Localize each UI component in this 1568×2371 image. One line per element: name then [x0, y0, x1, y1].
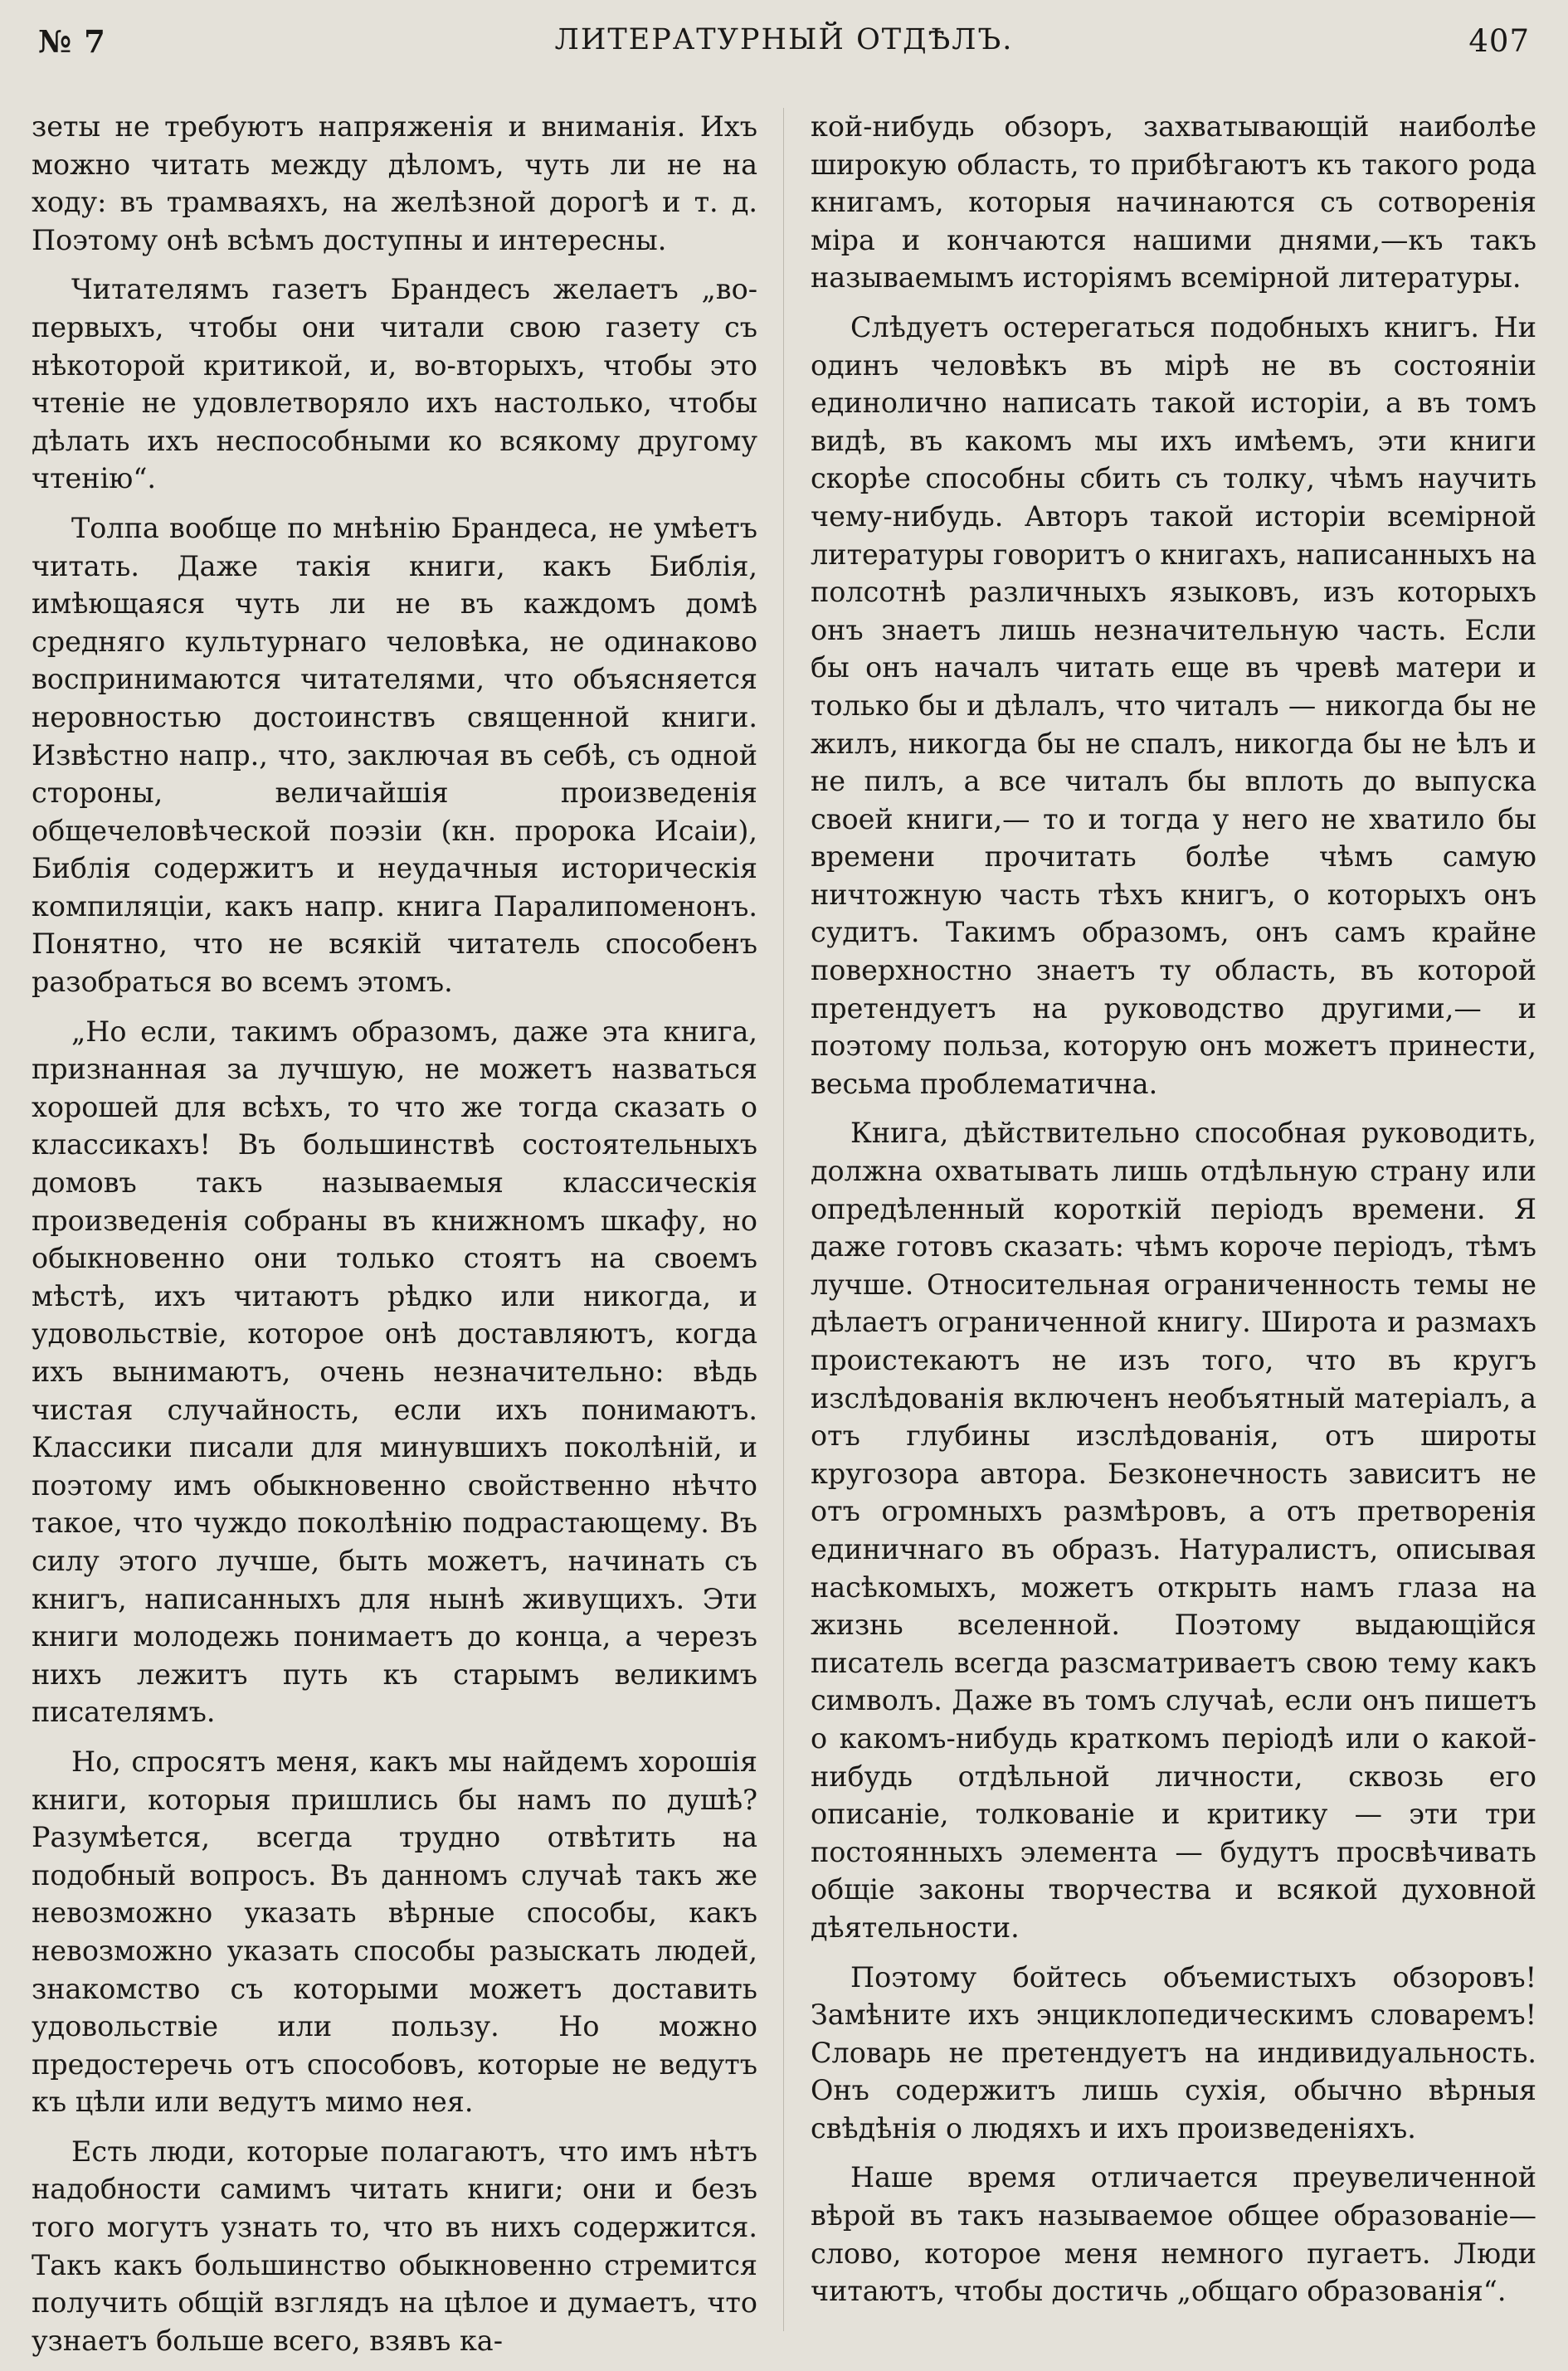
page-number: 407: [1468, 23, 1530, 59]
paragraph: Читателямъ газетъ Брандесъ желаетъ „во-первыхъ, чтобы они читали свою газету съ нѣкоторой критикой, и, во-вторыхъ, чтобы это чтеніе не удовлетворяло ихъ настолько, чтобы дѣлать ихъ неспособными ко всякому другому чтенію“.: [32, 273, 757, 495]
paragraph: Толпа вообще по мнѣнію Брандеса, не умѣетъ читать. Даже такія книги, какъ Библія, имѣющаяся чуть ли не въ каждомъ домѣ средняго культурнаго человѣка, не одинаково воспринимаются читателями, что объясняется неровностью достоинствъ священной книги. Извѣстно напр., что, заключая въ себѣ, съ одной стороны, величайшія произведенія общечеловѣческой поэзіи (кн. пророка Исаіи), Библія содержитъ и неудачныя историческія компиляціи, какъ напр. книга Паралипоменонъ. Понятно, что не всякій читатель способенъ разобраться во всемъ этомъ.: [32, 511, 757, 999]
paragraph: Слѣдуетъ остерегаться подобныхъ книгъ. Ни одинъ человѣкъ въ мірѣ не въ состояніи единолично написать такой исторіи, а въ томъ видѣ, въ какомъ мы ихъ имѣемъ, эти книги скорѣе способны сбить съ толку, чѣмъ научить чему-нибудь. Авторъ такой исторіи всемірной литературы говоритъ о книгахъ, написанныхъ на полсотнѣ различныхъ языковъ, изъ которыхъ онъ знаетъ лишь незначительную часть. Если бы онъ началъ читать еще въ чревѣ матери и только бы и дѣлалъ, что читалъ — никогда бы не жилъ, никогда бы не спалъ, никогда бы не ѣлъ и не пилъ, а все читалъ бы вплоть до выпуска своей книги,— то и тогда у него не хватило бы времени прочитать болѣе чѣмъ самую ничтожную часть тѣхъ книгъ, о которыхъ онъ судитъ. Такимъ образомъ, онъ самъ крайне поверхностно знаетъ ту область, въ которой претендуетъ на руководство другими,— и поэтому польза, которую онъ можетъ принести, весьма проблематична.: [811, 310, 1536, 1100]
text-columns: [32, 108, 1536, 2371]
paragraph: „Но если, такимъ образомъ, даже эта книга, признанная за лучшую, не можетъ назваться хорошей для всѣхъ, то что же тогда сказать о классикахъ! Въ большинствѣ состоятельныхъ домовъ такъ называемыя классическія произведенія собраны въ книжномъ шкафу, но обыкновенно они только стоятъ на своемъ мѣстѣ, ихъ читаютъ рѣдко или никогда, и удовольствіе, которое онѣ доставляютъ, когда ихъ вынимаютъ, очень незначительно: вѣдь чистая случайность, если ихъ понимаютъ. Классики писали для минувшихъ поколѣній, и поэтому имъ обыкновенно свойственно нѣчто такое, что чуждо поколѣнію подрастающему. Въ силу этого лучше, быть можетъ, начинать съ книгъ, написанныхъ для нынѣ живущихъ. Эти книги молодежь понимаетъ до конца, а черезъ нихъ лежитъ путь къ старымъ великимъ писателямъ.: [32, 1015, 757, 1729]
section-title: ЛИТЕРАТУРНЫЙ ОТДѢЛЪ.: [554, 23, 1014, 56]
issue-number: № 7: [38, 23, 106, 60]
paragraph: зеты не требуютъ напряженія и вниманія. Ихъ можно читать между дѣломъ, чуть ли не на ходу: въ трамваяхъ, на желѣзной дорогѣ и т. д. Поэтому онѣ всѣмъ доступны и интересны.: [32, 110, 757, 256]
paragraph: кой-нибудь обзоръ, захватывающій наиболѣе широкую область, то прибѣгаютъ къ такого рода книгамъ, которыя начинаются съ сотворенія міра и кончаются нашими днями,—къ такъ называемымъ исторіямъ всемірной литературы.: [811, 110, 1536, 295]
paragraph: Есть люди, которые полагаютъ, что имъ нѣтъ надобности самимъ читать книги; они и безъ того могутъ узнать то, что въ нихъ содержится. Такъ какъ большинство обыкновенно стремится получить общій взглядъ на цѣлое и думаетъ, что узнаетъ больше всего, взявъ ка-: [32, 2135, 757, 2357]
paragraph: Поэтому бойтесь объемистыхъ обзоровъ! Замѣните ихъ энциклопедическимъ словаремъ! Словарь не претендуетъ на индивидуальность. Онъ содержитъ лишь сухія, обычно вѣрныя свѣдѣнія о людяхъ и ихъ произведеніяхъ.: [811, 1960, 1536, 2145]
paragraph: Книга, дѣйствительно способная руководить, должна охватывать лишь отдѣльную страну или опредѣленный короткій періодъ времени. Я даже готовъ сказать: чѣмъ короче періодъ, тѣмъ лучше. Относительная ограниченность темы не дѣлаетъ ограниченной книгу. Широта и размахъ проистекаютъ не изъ того, что въ кругъ изслѣдованія включенъ необъятный матеріалъ, а отъ глубины изслѣдованія, отъ широты кругозора автора. Безконечность зависитъ не отъ огромныхъ размѣровъ, а отъ претворенія единичнаго въ образъ. Натуралистъ, описывая насѣкомыхъ, можетъ открыть намъ глаза на жизнь вселенной. Поэтому выдающійся писатель всегда разсматриваетъ свою тему какъ символъ. Даже въ томъ случаѣ, если онъ пишетъ о какомъ-нибудь краткомъ періодѣ или о какой-нибудь отдѣльной личности, сквозь его описаніе, толкованіе и критику — эти три постоянныхъ элемента — будутъ просвѣчивать общіе законы творчества и всякой духовной дѣятельности.: [811, 1117, 1536, 1944]
paragraph: Но, спросятъ меня, какъ мы найдемъ хорошія книги, которыя пришлись бы намъ по душѣ? Разумѣется, всегда трудно отвѣтить на подобный вопросъ. Въ данномъ случаѣ такъ же невозможно указать вѣрные способы, какъ невозможно указать способы разыскать людей, знакомство съ которыми можетъ доставить удовольствіе или пользу. Но можно предостеречь отъ способовъ, которые не ведутъ къ цѣли или ведутъ мимо нея.: [32, 1745, 757, 2119]
paragraph: Наше время отличается преувеличенной вѣрой въ такъ называемое общее образованіе— слово, которое меня немного пугаетъ. Люди читаютъ, чтобы достичь „общаго образованія“.: [811, 2161, 1536, 2308]
right-column: [811, 108, 1536, 2371]
page-header: [32, 17, 1536, 76]
left-column: [32, 108, 757, 2371]
